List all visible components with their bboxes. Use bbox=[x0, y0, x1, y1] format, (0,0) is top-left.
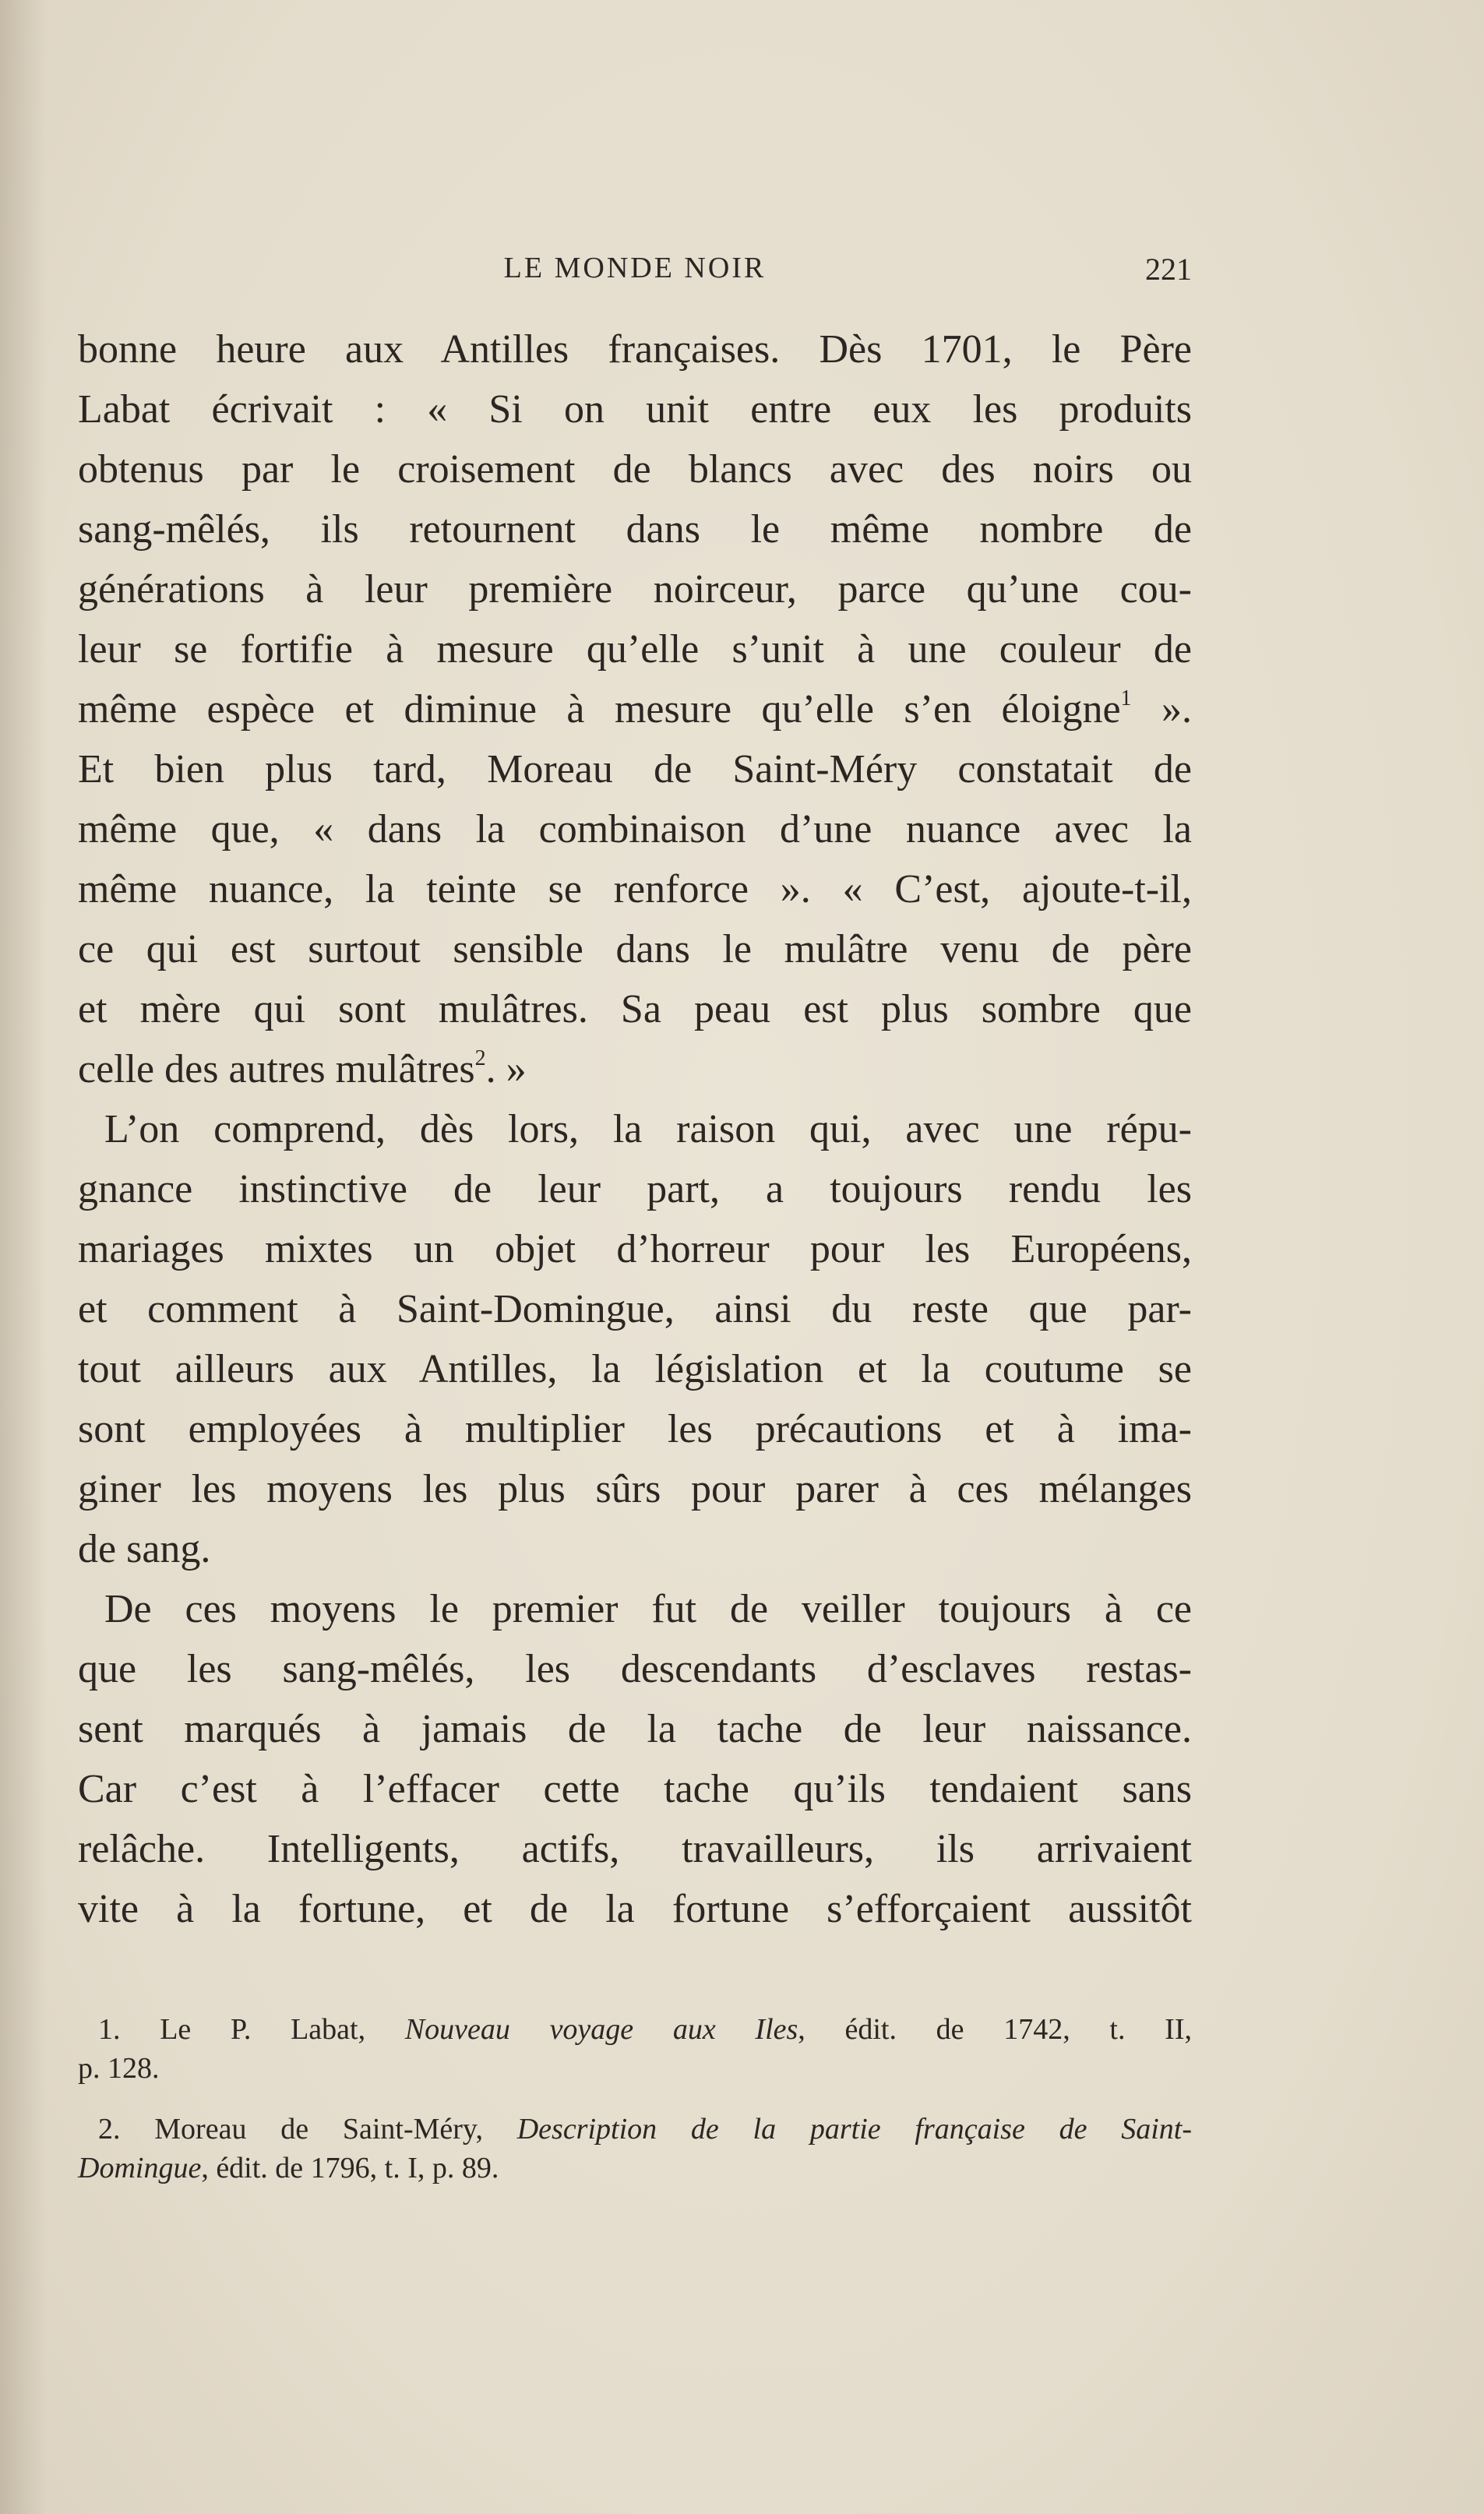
text-line: mariages mixtes un objet d’horreur pour les Européens, bbox=[78, 1227, 1192, 1271]
footnote-text: 2. Moreau de Saint-Méry, bbox=[98, 2113, 517, 2146]
footnote-ref-1: 1 bbox=[1120, 686, 1132, 710]
text-line: obtenus par le croisement de blancs avec des noirs ou bbox=[78, 447, 1192, 492]
footnote-text: 1. Le P. Labat, bbox=[98, 2013, 405, 2046]
footnote-text: , édit. de 1796, t. I, p. 89. bbox=[201, 2152, 499, 2184]
footnote-2-cont bbox=[78, 2149, 1192, 2188]
text-line: tout ailleurs aux Antilles, la législation et la coutume se bbox=[78, 1347, 1192, 1391]
text-line: bonne heure aux Antilles françaises. Dès 1701, le Père bbox=[78, 327, 1192, 372]
text-line: giner les moyens les plus sûrs pour parer à ces mélanges bbox=[78, 1467, 1192, 1511]
page-number: 221 bbox=[1145, 252, 1192, 287]
text-line: générations à leur première noirceur, parce qu’une cou- bbox=[78, 567, 1192, 612]
footnote-1-cont: p. 128. bbox=[78, 2052, 160, 2085]
text-line: et comment à Saint-Domingue, ainsi du reste que par- bbox=[78, 1287, 1192, 1331]
running-title: LE MONDE NOIR bbox=[503, 252, 767, 284]
text-fragment: même espèce et diminue à mesure qu’elle s’en éloigne bbox=[78, 687, 1121, 732]
footnote-title: Domingue bbox=[78, 2152, 202, 2184]
text-line: sent marqués à jamais de la tache de leur naissance. bbox=[78, 1707, 1192, 1751]
text-line: Labat écrivait : « Si on unit entre eux les produits bbox=[78, 387, 1192, 432]
text-line: de sang. bbox=[78, 1527, 211, 1571]
text-line: même nuance, la teinte se renforce ». « C’est, ajoute-t-il, bbox=[78, 867, 1192, 911]
text-line: sang-mêlés, ils retournent dans le même nombre de bbox=[78, 507, 1192, 552]
text-line: leur se fortifie à mesure qu’elle s’unit à une couleur de bbox=[78, 627, 1192, 672]
footnote-text: , édit. de 1742, t. II, bbox=[798, 2013, 1192, 2046]
text-line: même que, « dans la combinaison d’une nuance avec la bbox=[78, 807, 1192, 852]
gutter-shadow bbox=[0, 0, 47, 2514]
footnote-ref-2: 2 bbox=[474, 1046, 486, 1070]
text-line bbox=[78, 679, 1192, 739]
footnote-title: Nouveau voyage aux Iles bbox=[404, 2013, 798, 2046]
text-line: Et bien plus tard, Moreau de Saint-Méry constatait de bbox=[78, 747, 1192, 792]
text-line: vite à la fortune, et de la fortune s’efforçaient aussitôt bbox=[78, 1887, 1192, 1931]
text-line: L’on comprend, dès lors, la raison qui, avec une répu- bbox=[104, 1107, 1192, 1151]
text-line: De ces moyens le premier fut de veiller toujours à ce bbox=[104, 1587, 1192, 1631]
text-line: gnance instinctive de leur part, a toujours rendu les bbox=[78, 1167, 1192, 1211]
text-line: relâche. Intelligents, actifs, travailleurs, ils arrivaient bbox=[78, 1827, 1192, 1871]
text-line: et mère qui sont mulâtres. Sa peau est plus sombre que bbox=[78, 987, 1192, 1031]
text-line bbox=[78, 1039, 1192, 1099]
text-line: ce qui est surtout sensible dans le mulâtre venu de père bbox=[78, 927, 1192, 971]
footnote-1 bbox=[78, 2010, 1192, 2049]
text-line: Car c’est à l’effacer cette tache qu’ils tendaient sans bbox=[78, 1767, 1192, 1811]
text-fragment: . » bbox=[485, 1047, 527, 1091]
text-line: sont employées à multiplier les précautions et à ima- bbox=[78, 1407, 1192, 1451]
footnote-title: Description de la partie française de Saint- bbox=[516, 2113, 1192, 2146]
footnote-2 bbox=[78, 2110, 1192, 2149]
body-text bbox=[78, 319, 1192, 1939]
running-head bbox=[78, 251, 1192, 298]
text-line: que les sang-mêlés, les descendants d’esclaves restas- bbox=[78, 1647, 1192, 1691]
footnotes bbox=[78, 2010, 1192, 2188]
text-fragment: celle des autres mulâtres bbox=[78, 1047, 475, 1091]
text-fragment: ». bbox=[1131, 687, 1193, 732]
